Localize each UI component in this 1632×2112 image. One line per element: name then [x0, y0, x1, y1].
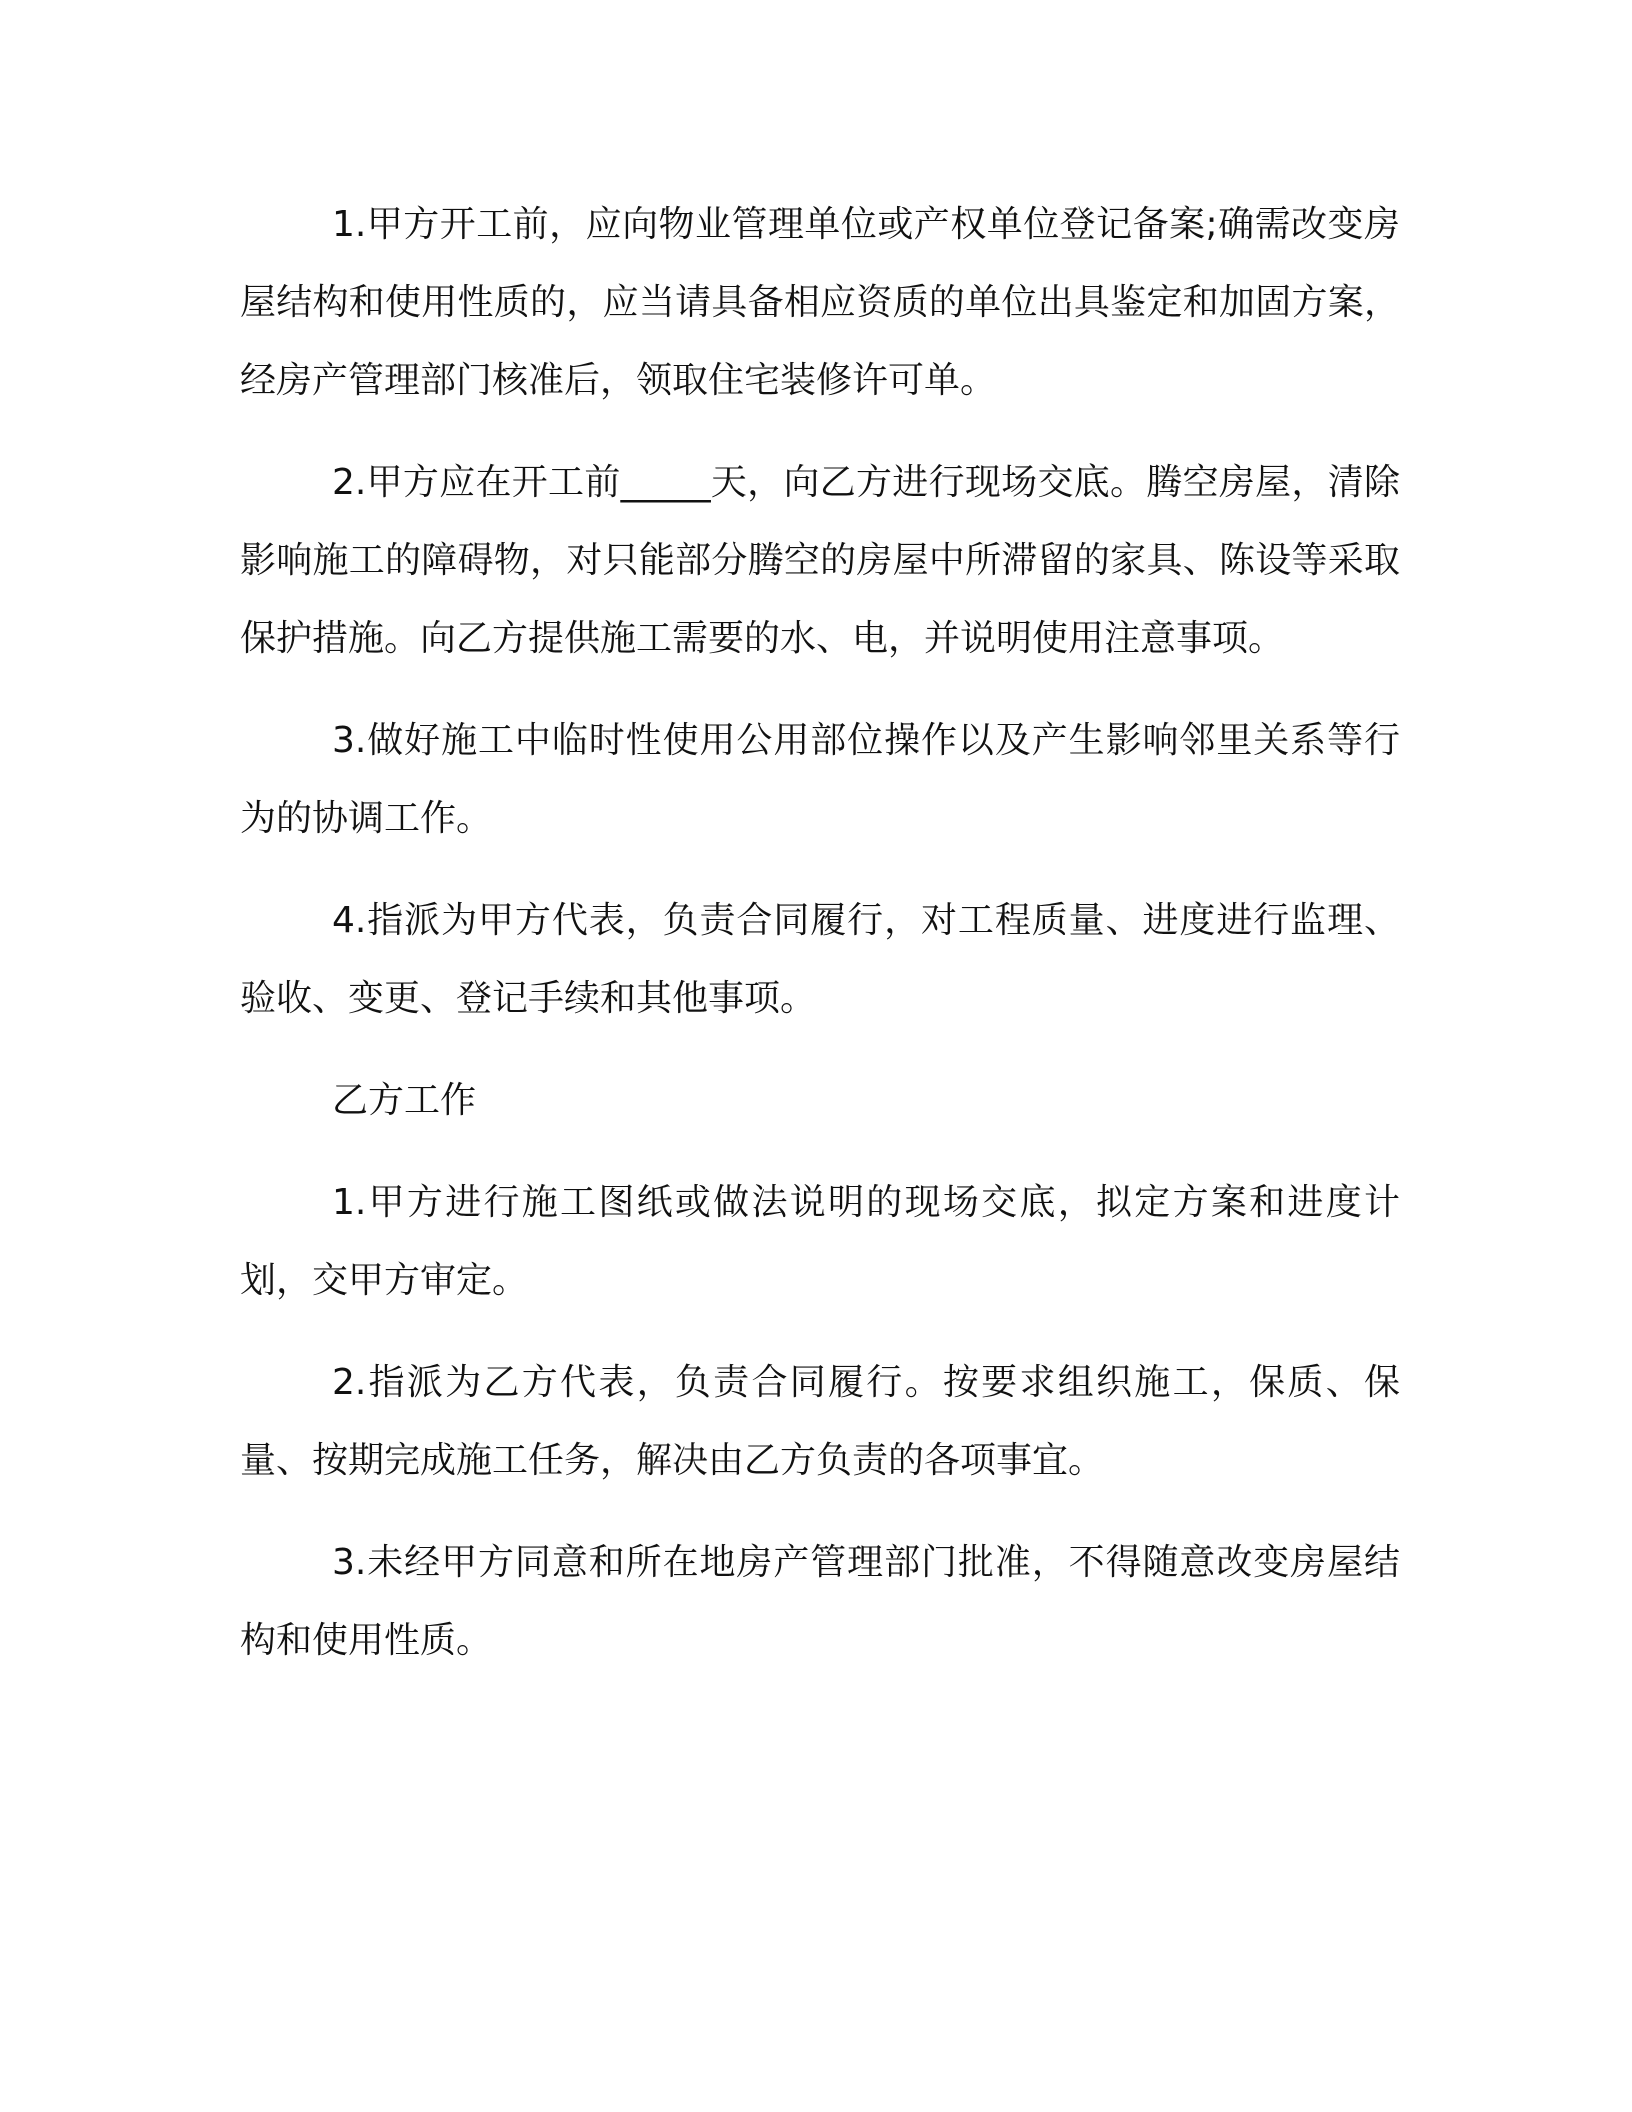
party-a-item-4: 4.指派为甲方代表，负责合同履行，对工程质量、进度进行监理、验收、变更、登记手续和其他事项。	[240, 900, 1400, 1019]
party-a-item-3: 3.做好施工中临时性使用公用部位操作以及产生影响邻里关系等行为的协调工作。	[240, 720, 1400, 839]
party-b-item-2: 2.指派为乙方代表，负责合同履行。按要求组织施工，保质、保量、按期完成施工任务，解决由乙方负责的各项事宜。	[240, 1362, 1400, 1481]
party-b-heading: 乙方工作	[332, 1080, 477, 1121]
party-a-item-2: 2.甲方应在开工前_____天，向乙方进行现场交底。腾空房屋，清除影响施工的障碍物，对只能部分腾空的房屋中所滞留的家具、陈设等采取保护措施。向乙方提供施工需要的水、电，并说明使用注意事项。	[240, 462, 1400, 659]
party-b-item-3: 3.未经甲方同意和所在地房产管理部门批准，不得随意改变房屋结构和使用性质。	[240, 1542, 1400, 1661]
document-body	[240, 186, 1400, 1704]
party-a-item-1: 1.甲方开工前，应向物业管理单位或产权单位登记备案;确需改变房屋结构和使用性质的，应当请具备相应资质的单位出具鉴定和加固方案，经房产管理部门核准后，领取住宅装修许可单。	[240, 204, 1400, 401]
party-b-item-1: 1.甲方进行施工图纸或做法说明的现场交底，拟定方案和进度计划，交甲方审定。	[240, 1182, 1400, 1301]
